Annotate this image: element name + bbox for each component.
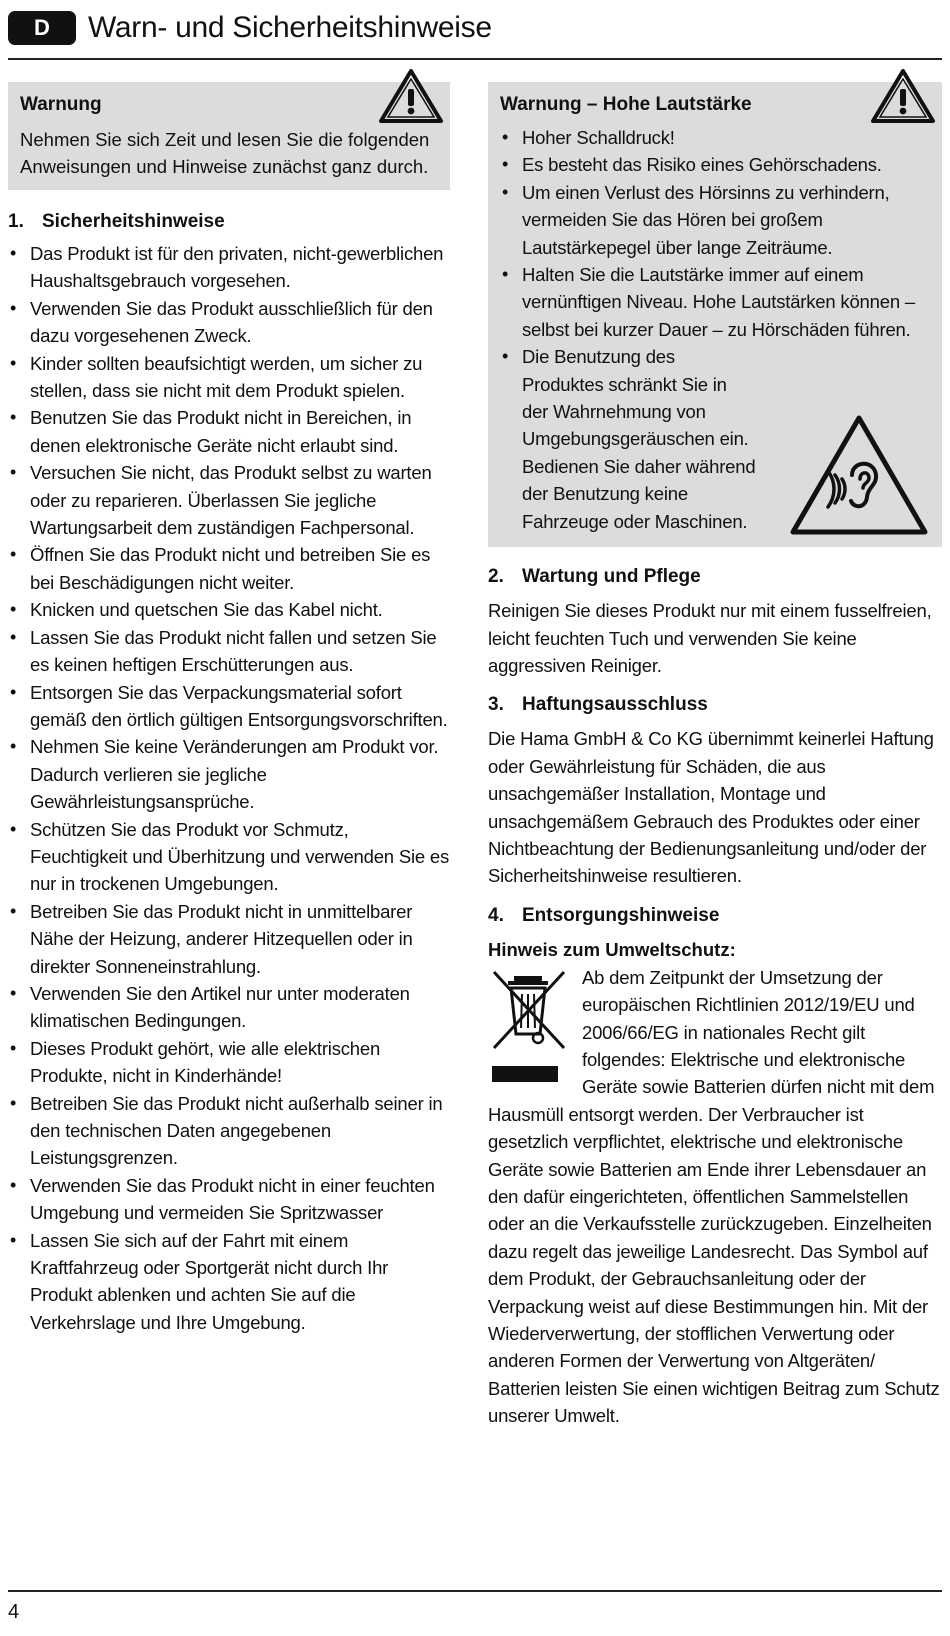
list-item: • Lassen Sie sich auf der Fahrt mit einem Kraftfahrzeug oder Sportgerät nicht durch Ihr Produkt ablenken und achten Sie auf die Verkehrslage und Ihre Umgebung.	[8, 1227, 450, 1337]
safety-list	[8, 240, 450, 1336]
volume-warning-box	[488, 82, 942, 547]
environment-subheading: Hinweis zum Umweltschutz:	[488, 938, 736, 960]
section-heading-liability	[488, 691, 942, 719]
warning-text: Nehmen Sie sich Zeit und lesen Sie die folgenden Anweisungen und Hinweise zunächst ganz durch.	[20, 129, 430, 177]
header-divider	[8, 58, 942, 60]
list-item: • Schützen Sie das Produkt vor Schmutz, Feuchtigkeit und Überhitzung und verwenden Sie es nur in trockenen Umgebungen.	[8, 816, 450, 898]
section-number: 2.	[488, 566, 504, 588]
warning-title: Warnung	[20, 94, 102, 115]
list-item: • Halten Sie die Lautstärke immer auf einem vernünftigen Niveau. Hohe Lautstärken können – selbst bei kurzer Dauer – zu Hörschäden führen.	[500, 261, 926, 343]
left-column	[8, 82, 450, 1336]
section-title: Entsorgungshinweise	[522, 904, 720, 926]
page-number: 4	[8, 1601, 20, 1623]
section-heading-maintenance	[488, 563, 942, 591]
hearing-damage-icon	[788, 413, 930, 537]
list-item: • Es besteht das Risiko eines Gehörschadens.	[500, 151, 926, 178]
list-item: • Versuchen Sie nicht, das Produkt selbst zu warten oder zu reparieren. Überlassen Sie jegliche Wartungsarbeit dem zuständigen Fachpersonal.	[8, 459, 450, 541]
warning-triangle-icon	[870, 68, 936, 124]
section-heading-disposal	[488, 902, 942, 930]
list-item: • Verwenden Sie den Artikel nur unter moderaten klimatischen Bedingungen.	[8, 980, 450, 1035]
list-item: • Knicken und quetschen Sie das Kabel nicht.	[8, 596, 450, 623]
disposal-text: Ab dem Zeitpunkt der Umsetzung der europäischen Richtlinien 2012/19/EU und 2006/66/EG in nationales Recht gilt folgendes: Elektrische und elektronische Geräte sowie Batterien dürfen nicht mit dem Hausmüll entsorgt werden. Der Verbraucher ist gesetzlich verpflichtet, elektrische und elektronische Geräte sowie Batterien am Ende ihrer Lebensdauer an den dafür eingerichteten, öffentlichen Sammelstellen oder an die Verkaufsstelle zurückzugeben. Einzelheiten dazu regelt das jeweilige Landesrecht. Das Symbol auf dem Produkt, der Gebrauchsanleitung oder der Verpackung weist auf diese Bestimmungen hin. Mit der Wiederverwertung, der stofflichen Verwertung oder anderen Formen der Verwertung von Altgeräten/ Batterien leisten Sie einen wichtigen Beitrag zum Schutz unserer Umwelt.	[488, 966, 940, 1427]
language-badge: D	[8, 11, 76, 45]
list-item: • Die Benutzung des Produktes schränkt Sie in der Wahrnehmung von Umgebungsgeräuschen ein. Bedienen Sie daher während der Benutzung keine Fahrzeuge oder Maschinen.	[500, 343, 926, 535]
list-item: • Kinder sollten beaufsichtigt werden, um sicher zu stellen, dass sie nicht mit dem Produkt spielen.	[8, 350, 450, 405]
list-item: • Um einen Verlust des Hörsinns zu verhindern, vermeiden Sie das Hören bei großem Lautstärkepegel über lange Zeiträume.	[500, 179, 926, 261]
general-warning-box	[8, 82, 450, 190]
list-item: • Nehmen Sie keine Veränderungen am Produkt vor. Dadurch verlieren sie jegliche Gewährleistungsansprüche.	[8, 733, 450, 815]
list-item: • Hoher Schalldruck!	[500, 124, 926, 151]
page-title: Warn- und Sicherheitshinweise	[88, 11, 492, 44]
list-item: • Betreiben Sie das Produkt nicht in unmittelbarer Nähe der Heizung, anderer Hitzequellen oder in direkter Sonneneinstrahlung.	[8, 898, 450, 980]
list-item: • Betreiben Sie das Produkt nicht außerhalb seiner in den technischen Daten angegebenen Leistungsgrenzen.	[8, 1090, 450, 1172]
list-item: • Das Produkt ist für den privaten, nicht-gewerblichen Haushaltsgebrauch vorgesehen.	[8, 240, 450, 295]
disposal-block	[488, 964, 942, 1430]
section-number: 4.	[488, 904, 504, 926]
page-header	[8, 6, 942, 60]
crossed-out-bin-icon	[484, 966, 572, 1094]
section-heading-safety	[8, 208, 450, 236]
list-item: • Dieses Produkt gehört, wie alle elektrischen Produkte, nicht in Kinderhände!	[8, 1035, 450, 1090]
section-title: Sicherheitshinweise	[42, 211, 225, 232]
right-column	[488, 82, 942, 1430]
section-title: Haftungsausschluss	[522, 694, 708, 716]
list-item: • Benutzen Sie das Produkt nicht in Bereichen, in denen elektronische Geräte nicht erlaubt sind.	[8, 404, 450, 459]
list-item: • Entsorgen Sie das Verpackungsmaterial sofort gemäß den örtlich gültigen Entsorgungsvorschriften.	[8, 679, 450, 734]
list-item: • Öffnen Sie das Produkt nicht und betreiben Sie es bei Beschädigungen nicht weiter.	[8, 541, 450, 596]
warning-title: Warnung – Hohe Lautstärke	[500, 94, 752, 115]
section-title: Wartung und Pflege	[522, 566, 701, 588]
list-item: • Verwenden Sie das Produkt ausschließlich für den dazu vorgesehenen Zweck.	[8, 295, 450, 350]
footer-divider	[8, 1590, 942, 1592]
liability-text: Die Hama GmbH & Co KG übernimmt keinerlei Haftung oder Gewährleistung für Schäden, die aus unsachgemäßer Installation, Montage und unsachgemäßem Gebrauch des Produktes oder einer Nichtbeachtung der Bedienungsanleitung und/oder der Sicherheitshinweise resultieren.	[488, 728, 934, 887]
maintenance-text: Reinigen Sie dieses Produkt nur mit einem fusselfreien, leicht feuchten Tuch und verwenden Sie keine aggressiven Reiniger.	[488, 600, 932, 676]
list-item: • Lassen Sie das Produkt nicht fallen und setzen Sie es keinen heftigen Erschütterungen aus.	[8, 624, 450, 679]
section-number: 3.	[488, 694, 504, 716]
warning-triangle-icon	[378, 68, 444, 124]
section-number: 1.	[8, 211, 24, 232]
list-item: • Verwenden Sie das Produkt nicht in einer feuchten Umgebung und vermeiden Sie Spritzwasser	[8, 1172, 450, 1227]
